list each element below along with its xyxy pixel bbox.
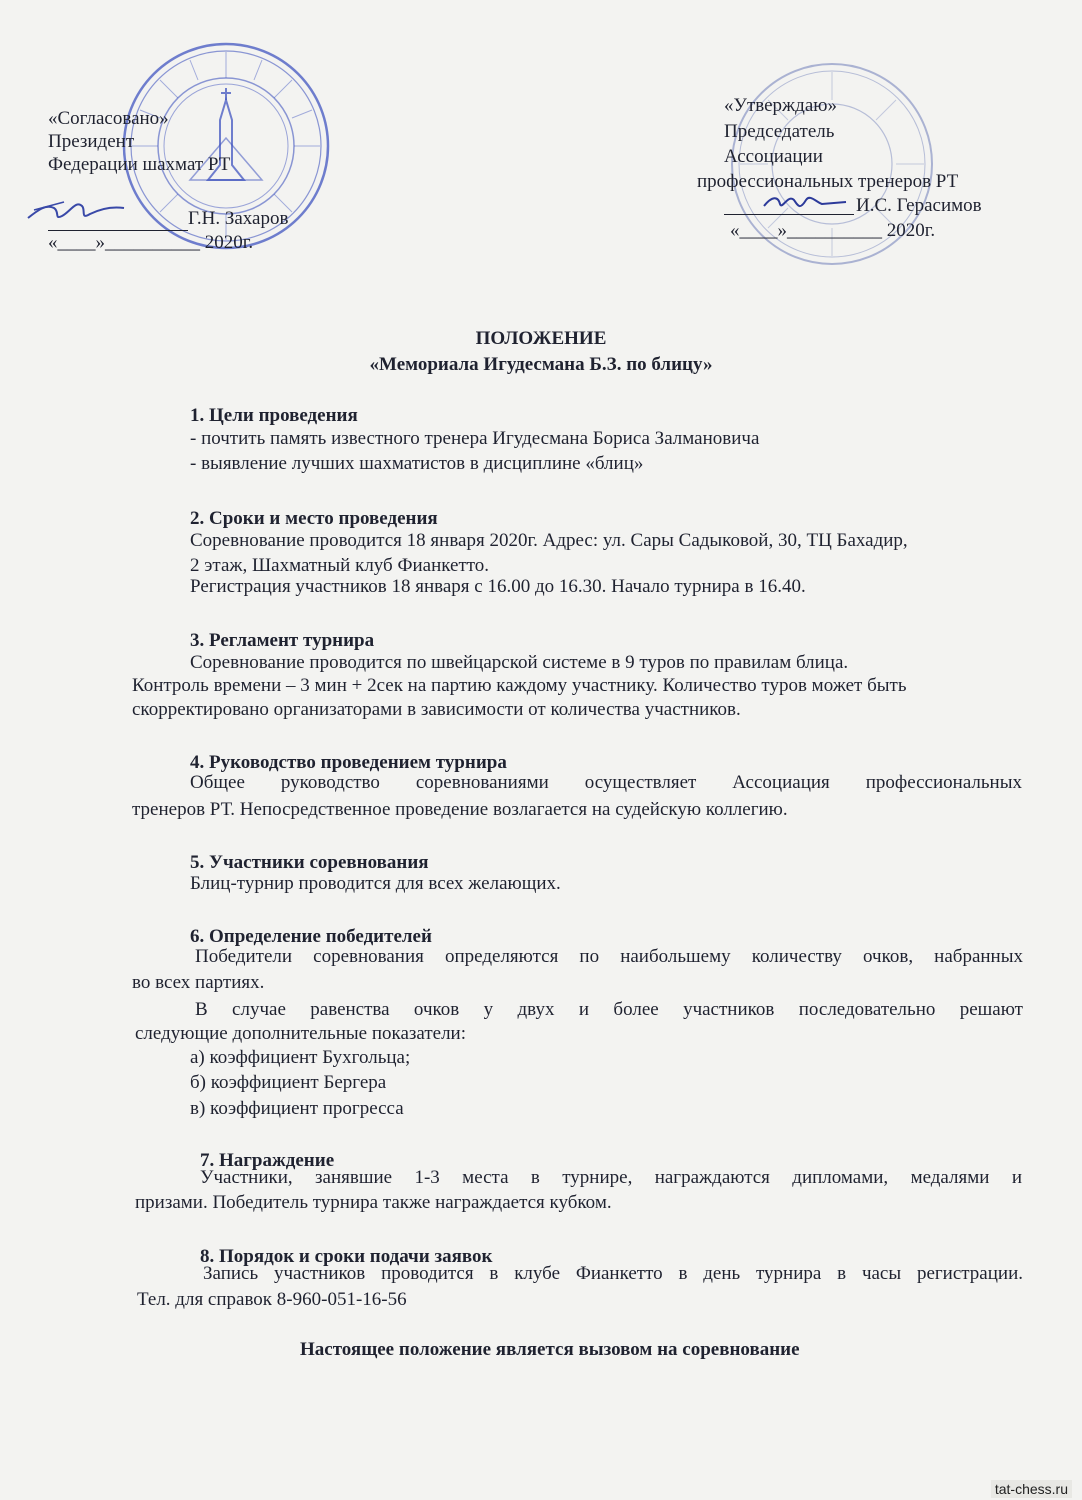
right-signature-line [724,214,854,215]
section-3-title: 3. Регламент турнира [190,630,375,651]
section-6-line: а) коэффициент Бухгольца; [190,1047,411,1068]
right-approval-date: «____»__________ 2020г. [730,220,936,241]
left-approval-line1: Президент [48,131,135,152]
section-2-line: Соревнование проводится 18 января 2020г. Адрес: ул. Сары Садыковой, 30, ТЦ Бахадир, [190,530,908,551]
section-6-line: Победители соревнования определяются по наибольшему количеству очков, набранных [195,946,1023,967]
section-7-line: Участники, занявшие 1-3 места в турнире, награждаются дипломами, медалями и [200,1167,1022,1188]
section-3-line: Соревнование проводится по швейцарской системе в 9 туров по правилам блица. [190,652,849,673]
document-heading: ПОЛОЖЕНИЕ [475,328,607,349]
section-6-line: следующие дополнительные показатели: [135,1023,466,1044]
section-5-line: Блиц-турнир проводится для всех желающих. [190,873,561,894]
watermark: tat-chess.ru [991,1480,1072,1498]
section-4-line: тренеров РТ. Непосредственное проведение возлагается на судейскую коллегию. [132,799,788,820]
section-3-line: скорректировано организаторами в зависимости от количества участников. [132,699,741,720]
section-4-line: Общее руководство соревнованиями осуществляет Ассоциация профессиональных [190,772,1022,793]
right-approval-signer: И.С. Герасимов [856,195,982,216]
section-1-line: - выявление лучших шахматистов в дисциплине «блиц» [190,453,644,474]
section-6-line: б) коэффициент Бергера [190,1072,387,1093]
left-approval-line2: Федерации шахмат РТ [48,154,231,175]
left-approval-title: «Согласовано» [48,108,169,129]
section-7-title: 7. Награждение [200,1150,335,1171]
section-2-line: Регистрация участников 18 января с 16.00 до 16.30. Начало турнира в 16.40. [190,576,806,597]
section-2-line: 2 этаж, Шахматный клуб Фианкетто. [190,555,490,576]
left-signature-line [48,230,188,231]
left-signature-icon [24,190,144,230]
closing-statement: Настоящее положение является вызовом на соревнование [300,1339,800,1360]
section-3-line: Контроль времени – 3 мин + 2сек на партию каждому участнику. Количество туров может быть [132,675,907,696]
document-subheading: «Мемориала Игудесмана Б.З. по блицу» [369,354,713,375]
section-6-line: во всех партиях. [132,972,265,993]
section-7-line: призами. Победитель турнира также награждается кубком. [135,1192,612,1213]
section-5-title: 5. Участники соревнования [190,852,429,873]
section-2-title: 2. Сроки и место проведения [190,508,438,529]
section-8-line: Тел. для справок 8-960-051-16-56 [137,1289,407,1310]
right-approval-line3: профессиональных тренеров РТ [697,171,959,192]
left-approval-signer: Г.Н. Захаров [188,208,289,229]
section-6-line: В случае равенства очков у двух и более участников последовательно решают [195,999,1023,1020]
right-approval-line2: Ассоциации [724,146,823,167]
right-approval-line1: Председатель [724,121,835,142]
section-6-line: в) коэффициент прогресса [190,1098,404,1119]
section-1-line: - почтить память известного тренера Игудесмана Бориса Залмановича [190,428,760,449]
section-4-title: 4. Руководство проведением турнира [190,752,507,773]
left-approval-date: «____»__________ 2020г. [48,232,254,253]
section-1-title: 1. Цели проведения [190,405,358,426]
section-8-line: Запись участников проводится в клубе Фианкетто в день турнира в часы регистрации. [203,1263,1023,1284]
section-6-title: 6. Определение победителей [190,926,432,947]
right-approval-title: «Утверждаю» [724,95,837,116]
section-8-title: 8. Порядок и сроки подачи заявок [200,1246,493,1267]
